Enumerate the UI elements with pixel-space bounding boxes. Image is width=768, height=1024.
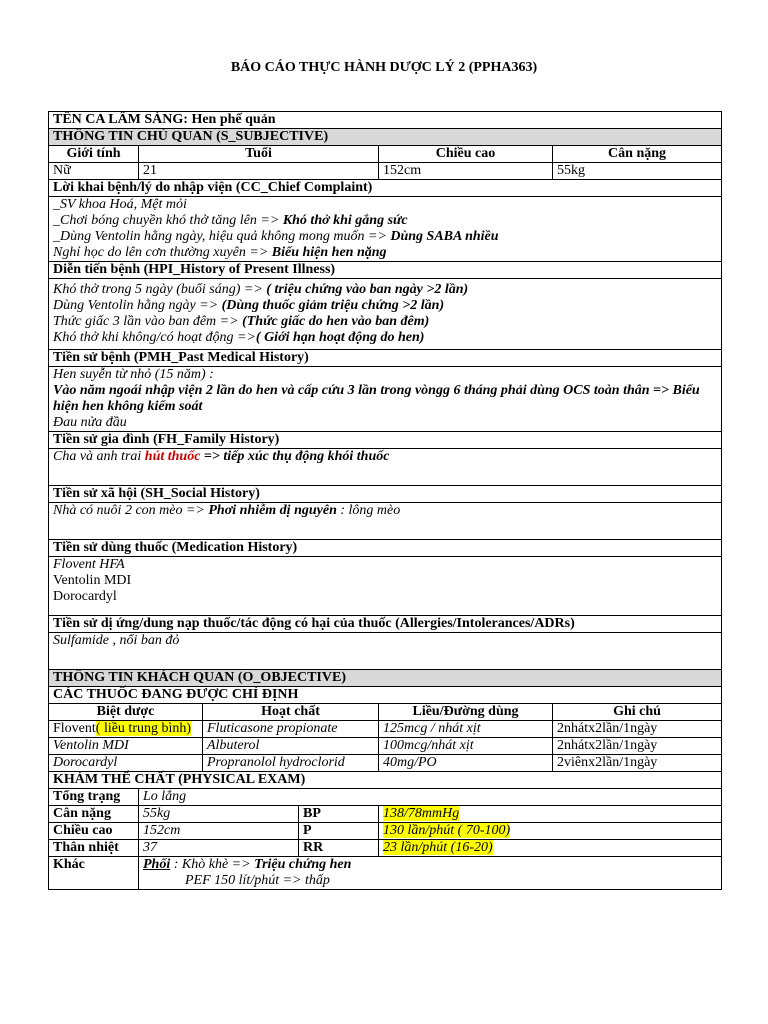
sh-conclusion: Phơi nhiễm dị nguyên <box>208 503 337 518</box>
hpi-line-3-conclusion: (Thức giấc do hen vào ban đêm) <box>242 314 430 329</box>
exam-bp-value: 138/78mmHg <box>383 806 460 821</box>
hpi-line-4-text: Khó thở khi không/có hoạt động => <box>53 330 256 345</box>
age-header: Tuổi <box>139 146 379 163</box>
exam-height-value: 152cm <box>139 823 299 840</box>
exam-lung-text: : Khò khè => <box>170 857 255 872</box>
exam-bp-cell <box>379 806 722 823</box>
hpi-label: Diễn tiến bệnh (HPI_History of Present Illness) <box>49 262 722 279</box>
exam-p-label: P <box>299 823 379 840</box>
fh-smoking: hút thuốc <box>144 449 201 464</box>
meds-col-note: Ghi chú <box>553 704 722 721</box>
mh-content <box>49 557 722 616</box>
exam-weight-value: 55kg <box>139 806 299 823</box>
exam-general-value: Lo lắng <box>139 789 722 806</box>
sh-content <box>49 503 722 540</box>
exam-weight-row <box>49 806 722 823</box>
med-brand-name: Flovent <box>53 721 96 736</box>
pmh-line-2: Vào năm ngoái nhập viện 2 lần do hen và cấp cứu 3 lần trong vòngg 6 tháng phải dùng OCS toàn thân => Biểu hiện hen không kiểm soát <box>53 383 700 414</box>
height-value: 152cm <box>379 163 553 180</box>
med-brand: Ventolin MDI <box>49 738 203 755</box>
exam-header: KHÁM THỂ CHẤT (PHYSICAL EXAM) <box>49 772 722 789</box>
demographics-header-row <box>49 146 722 163</box>
exam-lung-conclusion: Triệu chứng hen <box>254 857 352 872</box>
meds-header: CÁC THUỐC ĐANG ĐƯỢC CHỈ ĐỊNH <box>49 687 722 704</box>
height-header: Chiều cao <box>379 146 553 163</box>
exam-temp-label: Thân nhiệt <box>49 840 139 857</box>
med-dose: 125mcg / nhát xịt <box>379 721 553 738</box>
cc-line-4-text: Nghỉ học do lên cơn thường xuyên => <box>53 245 272 260</box>
allergy-label: Tiền sử dị ứng/dung nạp thuốc/tác động có hại của thuốc (Allergies/Intolerances/ADRs) <box>49 616 722 633</box>
meds-col-dose: Liều/Đường dùng <box>379 704 553 721</box>
objective-header: THÔNG TIN KHÁCH QUAN (O_OBJECTIVE) <box>49 670 722 687</box>
table-row <box>49 721 722 738</box>
mh-label: Tiền sử dùng thuốc (Medication History) <box>49 540 722 557</box>
exam-pef: PEF 150 lít/phút => thấp <box>185 873 330 888</box>
med-note: 2nhátx2lần/1ngày <box>553 738 722 755</box>
cc-content <box>49 197 722 262</box>
hpi-line-3-text: Thức giấc 3 lần vào ban đêm => <box>53 314 243 329</box>
sh-line-text: Nhà có nuôi 2 con mèo => <box>53 503 209 518</box>
fh-label: Tiền sử gia đình (FH_Family History) <box>49 432 722 449</box>
subjective-header: THÔNG TIN CHỦ QUAN (S_SUBJECTIVE) <box>49 129 722 146</box>
pmh-content <box>49 367 722 432</box>
hpi-content <box>49 279 722 350</box>
weight-value: 55kg <box>553 163 722 180</box>
exam-lung-label: Phổi <box>143 857 171 872</box>
mh-item-flovent: Flovent HFA <box>53 557 125 572</box>
gender-header: Giới tính <box>49 146 139 163</box>
age-value: 21 <box>139 163 379 180</box>
cc-line-3-text: _Dùng Ventolin hằng ngày, hiệu quả không mong muốn => <box>53 229 391 244</box>
table-row <box>49 755 722 772</box>
exam-temp-value: 37 <box>139 840 299 857</box>
exam-rr-value: 23 lần/phút (16-20) <box>383 840 493 855</box>
med-note: 2nhátx2lần/1ngày <box>553 721 722 738</box>
hpi-line-1-text: Khó thở trong 5 ngày (buổi sáng) => <box>53 282 267 297</box>
meds-header-row <box>49 704 722 721</box>
exam-rr-cell <box>379 840 722 857</box>
exam-height-row <box>49 823 722 840</box>
mh-item-dorocardyl: Dorocardyl <box>53 589 117 604</box>
exam-weight-label: Cân nặng <box>49 806 139 823</box>
med-brand-note: ( liều trung bình) <box>95 721 192 736</box>
pmh-line-1: Hen suyễn từ nhỏ (15 năm) : <box>53 367 214 382</box>
mh-item-ventolin: Ventolin MDI <box>53 573 132 588</box>
sh-label: Tiền sử xã hội (SH_Social History) <box>49 486 722 503</box>
exam-other-label: Khác <box>49 857 139 890</box>
allergy-content <box>49 633 722 670</box>
exam-general-row <box>49 789 722 806</box>
case-name: TÊN CA LÂM SÀNG: Hen phế quản <box>49 112 722 129</box>
med-active: Propranolol hydroclorid <box>203 755 379 772</box>
med-active: Fluticasone propionate <box>203 721 379 738</box>
gender-value: Nữ <box>49 163 139 180</box>
meds-col-brand: Biệt dược <box>49 704 203 721</box>
exam-height-label: Chiều cao <box>49 823 139 840</box>
hpi-line-1-conclusion: ( triệu chứng vào ban ngày >2 lần) <box>266 282 469 297</box>
case-report-table <box>48 111 722 890</box>
table-row <box>49 738 722 755</box>
cc-line-2-text: _Chơi bóng chuyền khó thở tăng lên => <box>53 213 283 228</box>
fh-conclusion: => tiếp xúc thụ động khói thuốc <box>200 449 390 464</box>
pmh-line-3: Đau nửa đầu <box>53 415 127 430</box>
cc-line-4-conclusion: Biểu hiện hen nặng <box>271 245 387 260</box>
med-dose: 40mg/PO <box>379 755 553 772</box>
exam-other-row <box>49 857 722 890</box>
exam-p-cell <box>379 823 722 840</box>
report-title: BÁO CÁO THỰC HÀNH DƯỢC LÝ 2 (PPHA363) <box>230 60 538 75</box>
demographics-value-row <box>49 163 722 180</box>
exam-general-label: Tổng trạng <box>49 789 139 806</box>
cc-label: Lời khai bệnh/lý do nhập viện (CC_Chief Complaint) <box>49 180 722 197</box>
med-dose: 100mcg/nhát xịt <box>379 738 553 755</box>
exam-bp-label: BP <box>299 806 379 823</box>
hpi-line-4-conclusion: ( Giới hạn hoạt động do hen) <box>255 330 425 345</box>
fh-content <box>49 449 722 486</box>
med-brand <box>49 721 203 738</box>
pmh-label: Tiền sử bệnh (PMH_Past Medical History) <box>49 350 722 367</box>
med-active: Albuterol <box>203 738 379 755</box>
hpi-line-2-conclusion: (Dùng thuốc giảm triệu chứng >2 lần) <box>221 298 445 313</box>
cc-line-1: _SV khoa Hoá, Mệt mỏi <box>53 197 187 212</box>
meds-col-active: Hoạt chất <box>203 704 379 721</box>
med-brand: Dorocardyl <box>49 755 203 772</box>
sh-detail: : lông mèo <box>336 503 401 518</box>
exam-p-value: 130 lần/phút ( 70-100) <box>383 823 511 838</box>
allergy-line: Sulfamide , nổi ban đỏ <box>53 633 180 648</box>
weight-header: Cân nặng <box>553 146 722 163</box>
fh-line-text: Cha và anh trai <box>53 449 145 464</box>
med-note: 2viênx2lần/1ngày <box>553 755 722 772</box>
cc-line-2-conclusion: Khó thở khi gắng sức <box>282 213 408 228</box>
cc-line-3-conclusion: Dùng SABA nhiều <box>390 229 499 244</box>
exam-temp-row <box>49 840 722 857</box>
exam-rr-label: RR <box>299 840 379 857</box>
exam-other-content <box>139 857 722 890</box>
hpi-line-2-text: Dùng Ventolin hằng ngày => <box>53 298 222 313</box>
